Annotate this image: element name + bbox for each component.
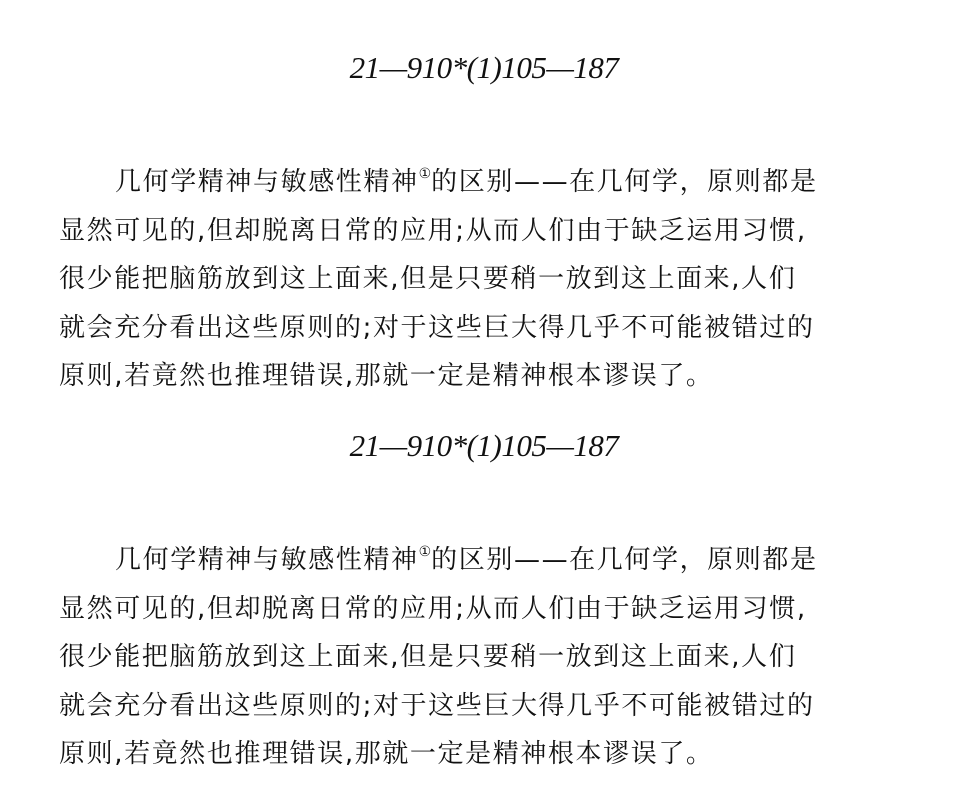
reference-number: 21—910*(1)105—187 xyxy=(349,50,619,85)
reference-heading xyxy=(0,50,968,86)
paragraph-line: 很少能把脑筋放到这上面来,但是只要稍一放到这上面来,人们 xyxy=(59,264,797,294)
paragraph-line: 原则,若竟然也推理错误,那就一定是精神根本谬误了。 xyxy=(59,361,714,391)
paragraph-line: 就会充分看出这些原则的;对于这些巨大得几乎不可能被错过的 xyxy=(59,312,815,343)
paragraph-line: 显然可见的,但却脱离日常的应用;从而人们由于缺乏运用习惯, xyxy=(59,215,807,246)
paragraph-line xyxy=(59,150,889,207)
footnote-marker[interactable]: ① xyxy=(418,544,432,560)
paragraph-line: 很少能把脑筋放到这上面来,但是只要稍一放到这上面来,人们 xyxy=(59,642,797,672)
footnote-marker[interactable]: ① xyxy=(418,166,432,182)
reference-heading xyxy=(0,428,968,464)
line-text: 的区别——在几何学，原则都是 xyxy=(431,167,818,197)
paragraph-line: 原则,若竟然也推理错误,那就一定是精神根本谬误了。 xyxy=(59,739,714,769)
reference-number: 21—910*(1)105—187 xyxy=(349,428,619,463)
paragraph-line: 就会充分看出这些原则的;对于这些巨大得几乎不可能被错过的 xyxy=(59,690,815,721)
paragraph-line: 显然可见的,但却脱离日常的应用;从而人们由于缺乏运用习惯, xyxy=(59,593,807,624)
line-text: 的区别——在几何学，原则都是 xyxy=(431,545,818,575)
paragraph xyxy=(59,150,889,401)
line-text: 几何学精神与敏感性精神 xyxy=(115,167,419,197)
paragraph-line xyxy=(59,528,889,585)
line-text: 几何学精神与敏感性精神 xyxy=(115,545,419,575)
paragraph xyxy=(59,528,889,779)
